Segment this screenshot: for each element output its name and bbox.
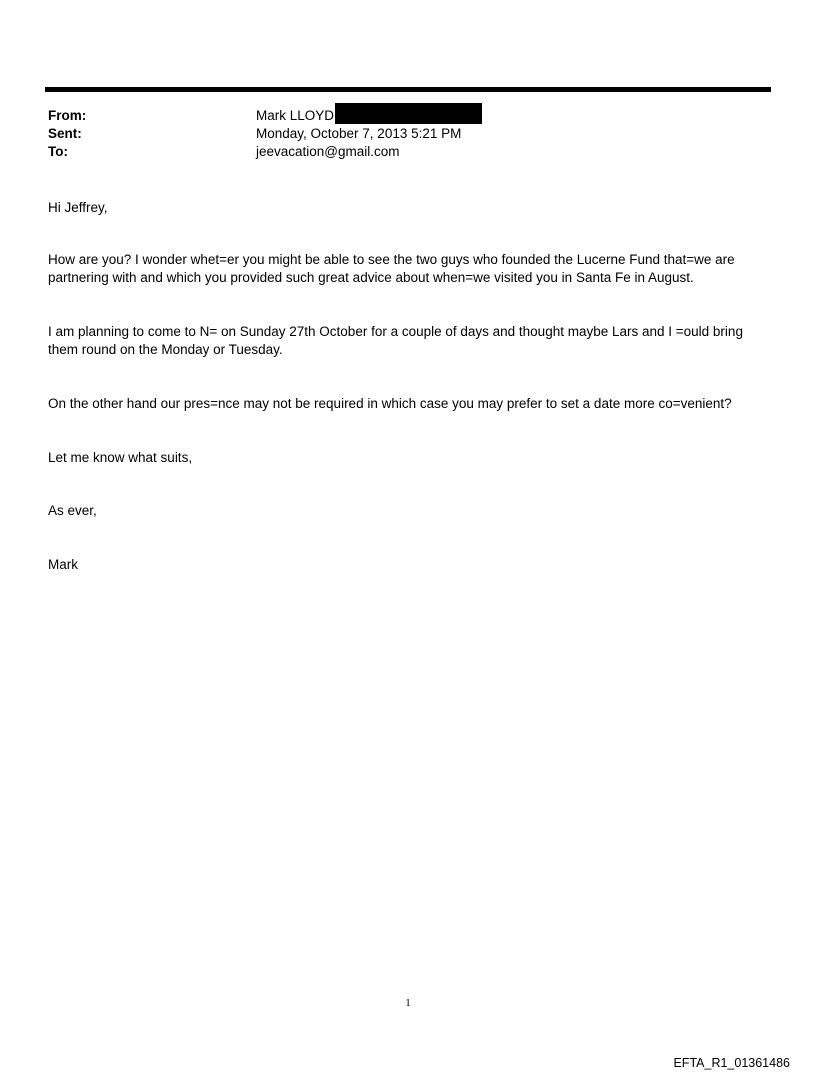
to-value: jeevacation@gmail.com [256, 144, 400, 159]
redaction-box [335, 103, 482, 124]
sent-value: Monday, October 7, 2013 5:21 PM [256, 126, 462, 141]
header-rule [45, 87, 771, 92]
signature-name: Mark [48, 557, 78, 572]
page-number: 1 [405, 997, 411, 1009]
from-label: From: [48, 108, 87, 123]
sent-label: Sent: [48, 126, 82, 141]
greeting: Hi Jeffrey, [48, 200, 108, 215]
body-paragraph-3: On the other hand our pres=nce may not be required in which case you may prefer to set a date more co=venient? [48, 396, 732, 411]
sign-off: As ever, [48, 503, 97, 518]
document-id-stamp: EFTA_R1_01361486 [673, 1056, 790, 1070]
closing-line: Let me know what suits, [48, 450, 193, 465]
from-value: Mark LLOYD [256, 108, 335, 123]
to-label: To: [48, 144, 68, 159]
body-paragraph-1: How are you? I wonder whet=er you might be able to see the two guys who founded the Lucerne Fund that=we are partnering with and which you provided such great advice about when=we visited you in Santa Fe in August. [48, 252, 735, 285]
body-paragraph-2: I am planning to come to N= on Sunday 27th October for a couple of days and thought maybe Lars and I =ould bring them round on the Monday or Tuesday. [48, 324, 743, 357]
